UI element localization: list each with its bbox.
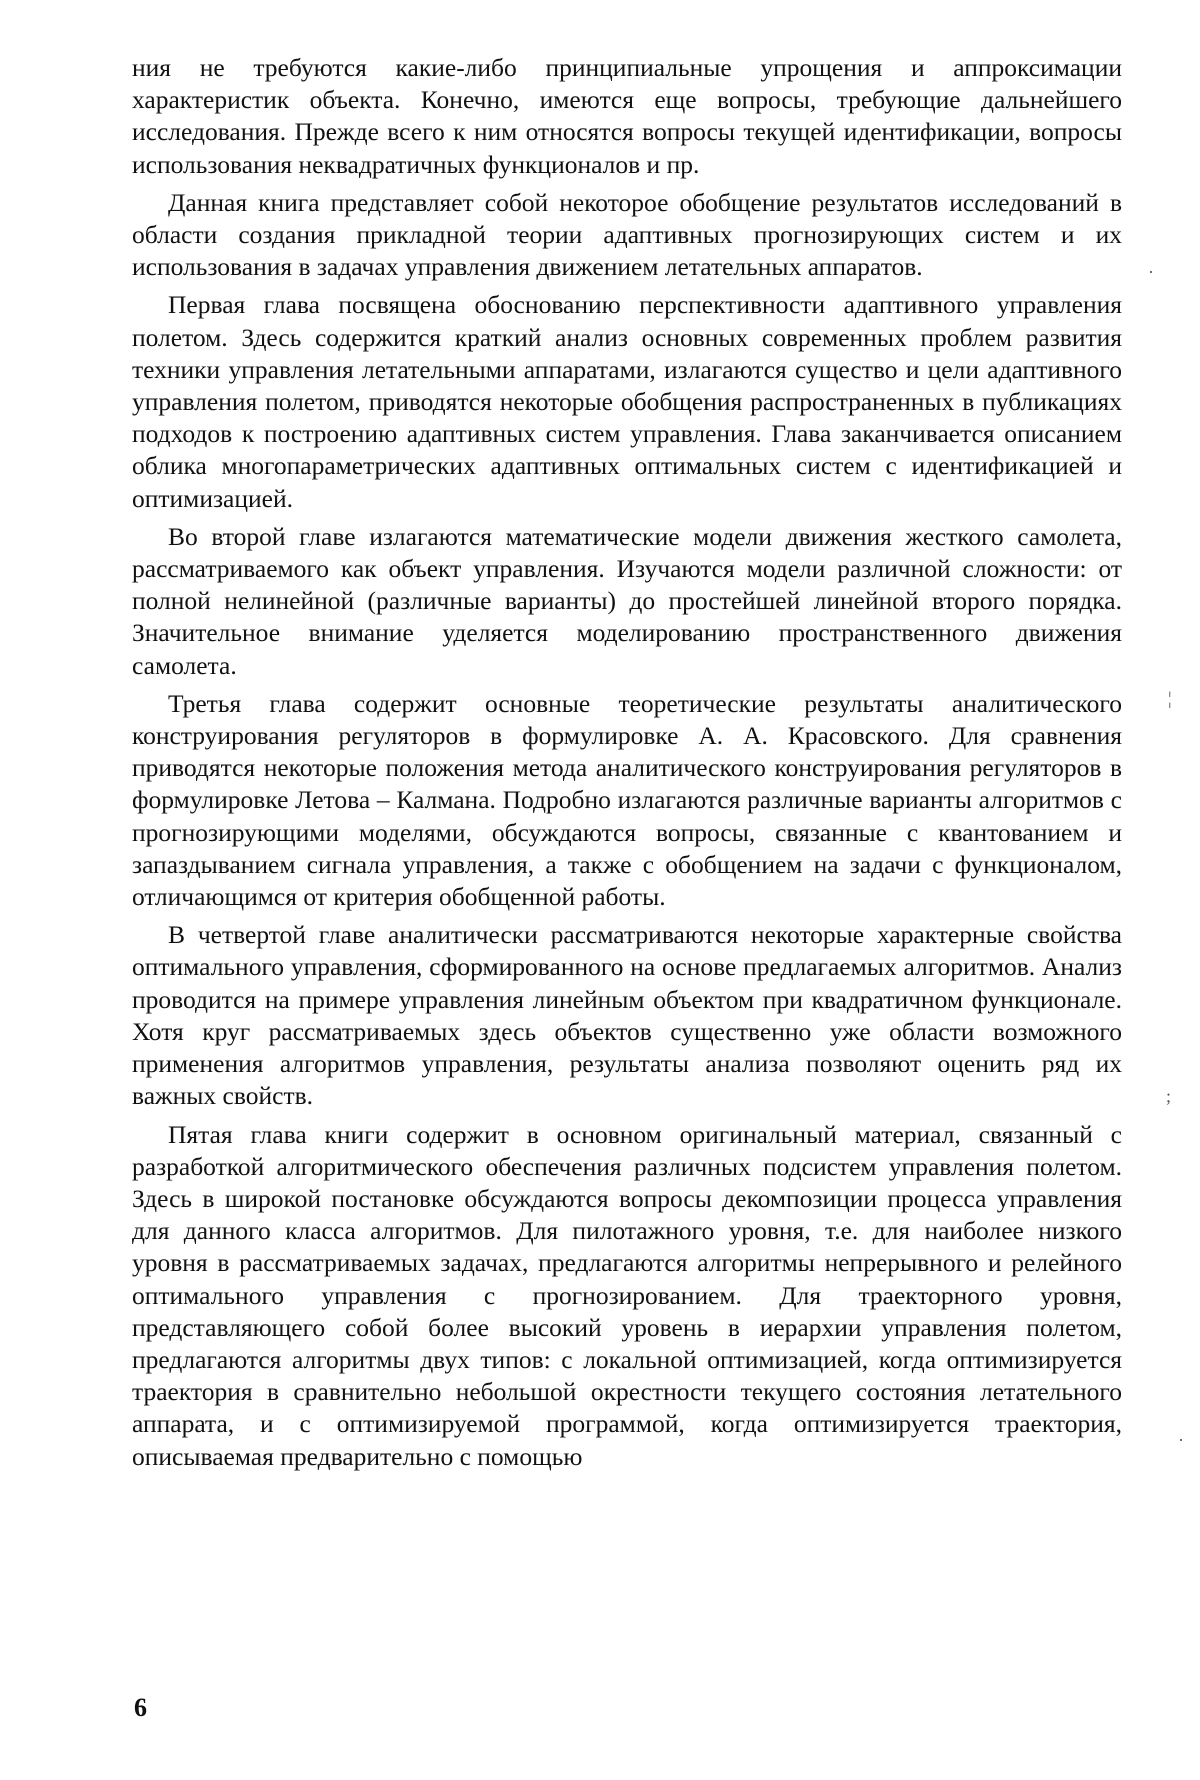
paragraph-book-summary: Данная книга представляет собой некоторое обобщение результатов исследований в области создания прикладной теории адаптивных прогнозирующих систем и их использования в задачах управления движением летательных аппаратов. xyxy=(132,187,1122,282)
scan-speck: ¦ xyxy=(1168,688,1172,708)
paragraph-chapter-four: В четвертой главе аналитически рассматриваются некоторые характерные свойства оптимального управления, сформированного на основе предлагаемых алгоритмов. Анализ проводится на примере управления линейным объектом при квадратичном функционале. Хотя круг рассматриваемых здесь объектов существенно уже области возможного применения алгоритмов управления, результаты анализа позволяют оценить ряд их важных свойств. xyxy=(132,920,1122,1111)
paragraph-chapter-three: Третья глава содержит основные теоретические результаты аналитического конструирования регуляторов в формулировке А. А. Красовского. Для сравнения приводятся некоторые положения метода аналитического конструирования регуляторов в формулировке Летова – Калмана. Подробно излагаются различные варианты алгоритмов с прогнозирующими моделями, обсуждаются вопросы, связанные с квантованием и запаздыванием сигнала управления, а также с обобщением на задачи с функционалом, отличающимся от критерия обобщенной работы. xyxy=(132,688,1122,912)
paragraph-chapter-one: Первая глава посвящена обоснованию перспективности адаптивного управления полетом. Здесь содержится краткий анализ основных современных проблем развития техники управления летательными аппаратами, излагаются существо и цели адаптивного управления полетом, приводятся некоторые обобщения распространенных в публикациях подходов к построению адаптивных систем управления. Глава заканчивается описанием облика многопараметрических адаптивных оптимальных систем с идентификацией и оптимизацией. xyxy=(132,290,1122,513)
scan-speck: ; xyxy=(1166,1086,1172,1106)
paragraph-continuation: ния не требуются какие-либо принципиальные упрощения и аппроксимации характеристик объекта. Конечно, имеются еще вопросы, требующие дальнейшего исследования. Прежде всего к ним относятся вопросы текущей идентификации, вопросы использования неквадратичных функционалов и пр. xyxy=(132,53,1122,179)
paragraph-chapter-two: Во второй главе излагаются математические модели движения жесткого самолета, рассматриваемого как объект управления. Изучаются модели различной сложности: от полной нелинейной (различные варианты) до простейшей линейной второго порядка. Значительное внимание уделяется моделированию пространственного движения самолета. xyxy=(132,521,1122,680)
page-number: 6 xyxy=(134,1693,147,1722)
scan-speck: · xyxy=(1148,262,1154,282)
scan-speck: · xyxy=(1178,1430,1184,1450)
paragraph-chapter-five: Пятая глава книги содержит в основном оригинальный материал, связанный с разработкой алгоритмического обеспечения различных подсистем управления полетом. Здесь в широкой постановке обсуждаются вопросы декомпозиции процесса управления для данного класса алгоритмов. Для пилотажного уровня, т.е. для наиболее низкого уровня в рассматриваемых задачах, предлагаются алгоритмы непрерывного и релейного оптимального управления с прогнозированием. Для траекторного уровня, представляющего собой более высокий уровень в иерархии управления полетом, предлагаются алгоритмы двух типов: с локальной оптимизацией, когда оптимизируется траектория в сравнительно небольшой окрестности текущего состояния летательного аппарата, и с оптимизируемой программой, когда оптимизируется траектория, описываемая предварительно с помощью xyxy=(132,1119,1122,1471)
body-text xyxy=(132,52,1122,1479)
